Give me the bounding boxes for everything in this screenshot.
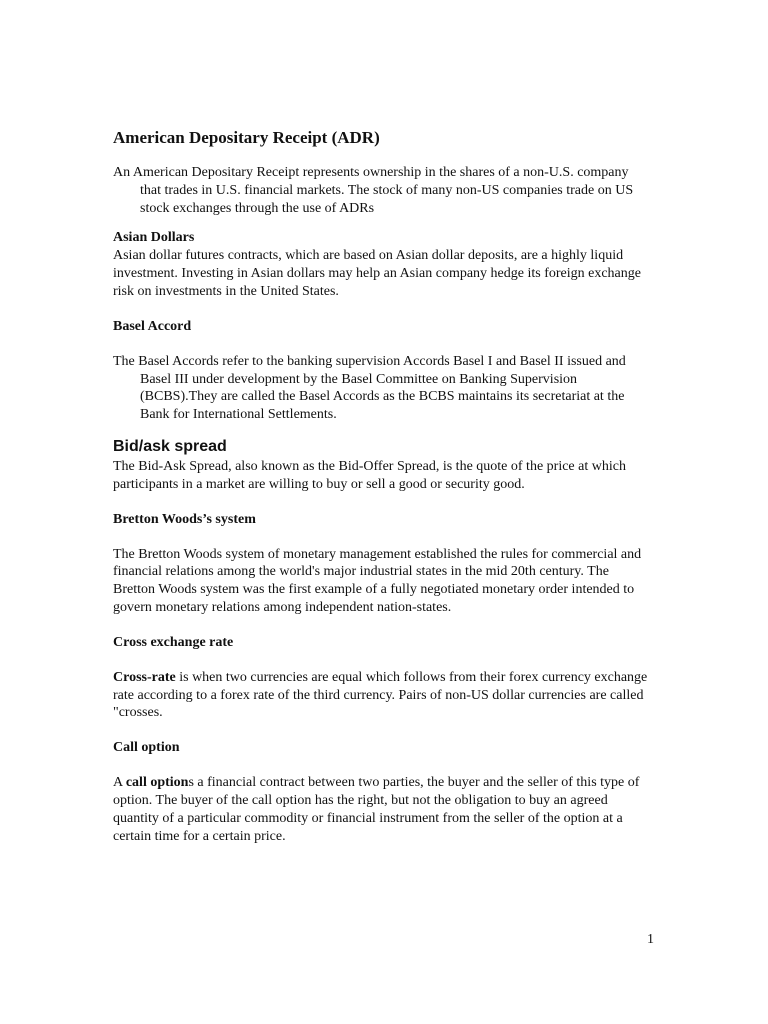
- cross-rate-term: Cross-rate: [113, 669, 176, 685]
- cross-rate-text: is when two currencies are equal which follows from their forex currency exchange rate according to a forex rate of the third currency. Pairs of non-US dollar currencies are called "crosses.: [113, 669, 648, 721]
- call-option-term: call option: [125, 775, 189, 791]
- call-option-paragraph: [113, 774, 653, 845]
- asian-dollars-heading: Asian Dollars: [113, 230, 195, 246]
- adr-paragraph: An American Depositary Receipt represents ownership in the shares of a non-U.S. company that trades in U.S. financial markets. The stock of many non-US companies trade on US stock exchanges through the use of ADRs: [113, 165, 634, 216]
- bretton-woods-paragraph: The Bretton Woods system of monetary management established the rules for commercial and financial relations among the world's major industrial states in the mid 20th century. The Bretton Woods system was the first example of a fully negotiated monetary order intended to govern monetary relations among independent nation-states.: [113, 546, 642, 615]
- bid-ask-paragraph: The Bid-Ask Spread, also known as the Bid-Offer Spread, is the quote of the price at which participants in a market are willing to buy or sell a good or security good.: [113, 458, 626, 492]
- page-number: 1: [647, 932, 654, 947]
- call-option-prefix: A: [113, 775, 126, 791]
- asian-dollars-paragraph: Asian dollar futures contracts, which are based on Asian dollar deposits, are a highly liquid investment. Investing in Asian dollars may help an Asian company hedge its foreign exchange risk on investments in the United States.: [113, 248, 641, 299]
- document-body: [113, 126, 653, 845]
- call-option-heading: Call option: [113, 740, 180, 756]
- bid-ask-heading: Bid/ask spread: [113, 437, 227, 455]
- page-title: American Depositary Receipt (ADR): [113, 128, 380, 147]
- basel-accord-paragraph: The Basel Accords refer to the banking supervision Accords Basel I and Basel II issued and Basel III under development by the Basel Committee on Banking Supervision (BCBS).They are called the Basel Accords as the BCBS maintains its secretariat at the Bank for International Settlements.: [113, 353, 626, 423]
- cross-rate-paragraph: [113, 669, 653, 722]
- cross-rate-heading: Cross exchange rate: [113, 634, 234, 650]
- bretton-woods-heading: Bretton Woods’s system: [113, 511, 256, 527]
- call-option-text: s a financial contract between two parties, the buyer and the seller of this type of option. The buyer of the call option has the right, but not the obligation to buy an agreed quantity of a particular commodity or financial instrument from the seller of the option at a certain time for a certain price.: [113, 775, 640, 844]
- basel-accord-heading: Basel Accord: [113, 318, 192, 334]
